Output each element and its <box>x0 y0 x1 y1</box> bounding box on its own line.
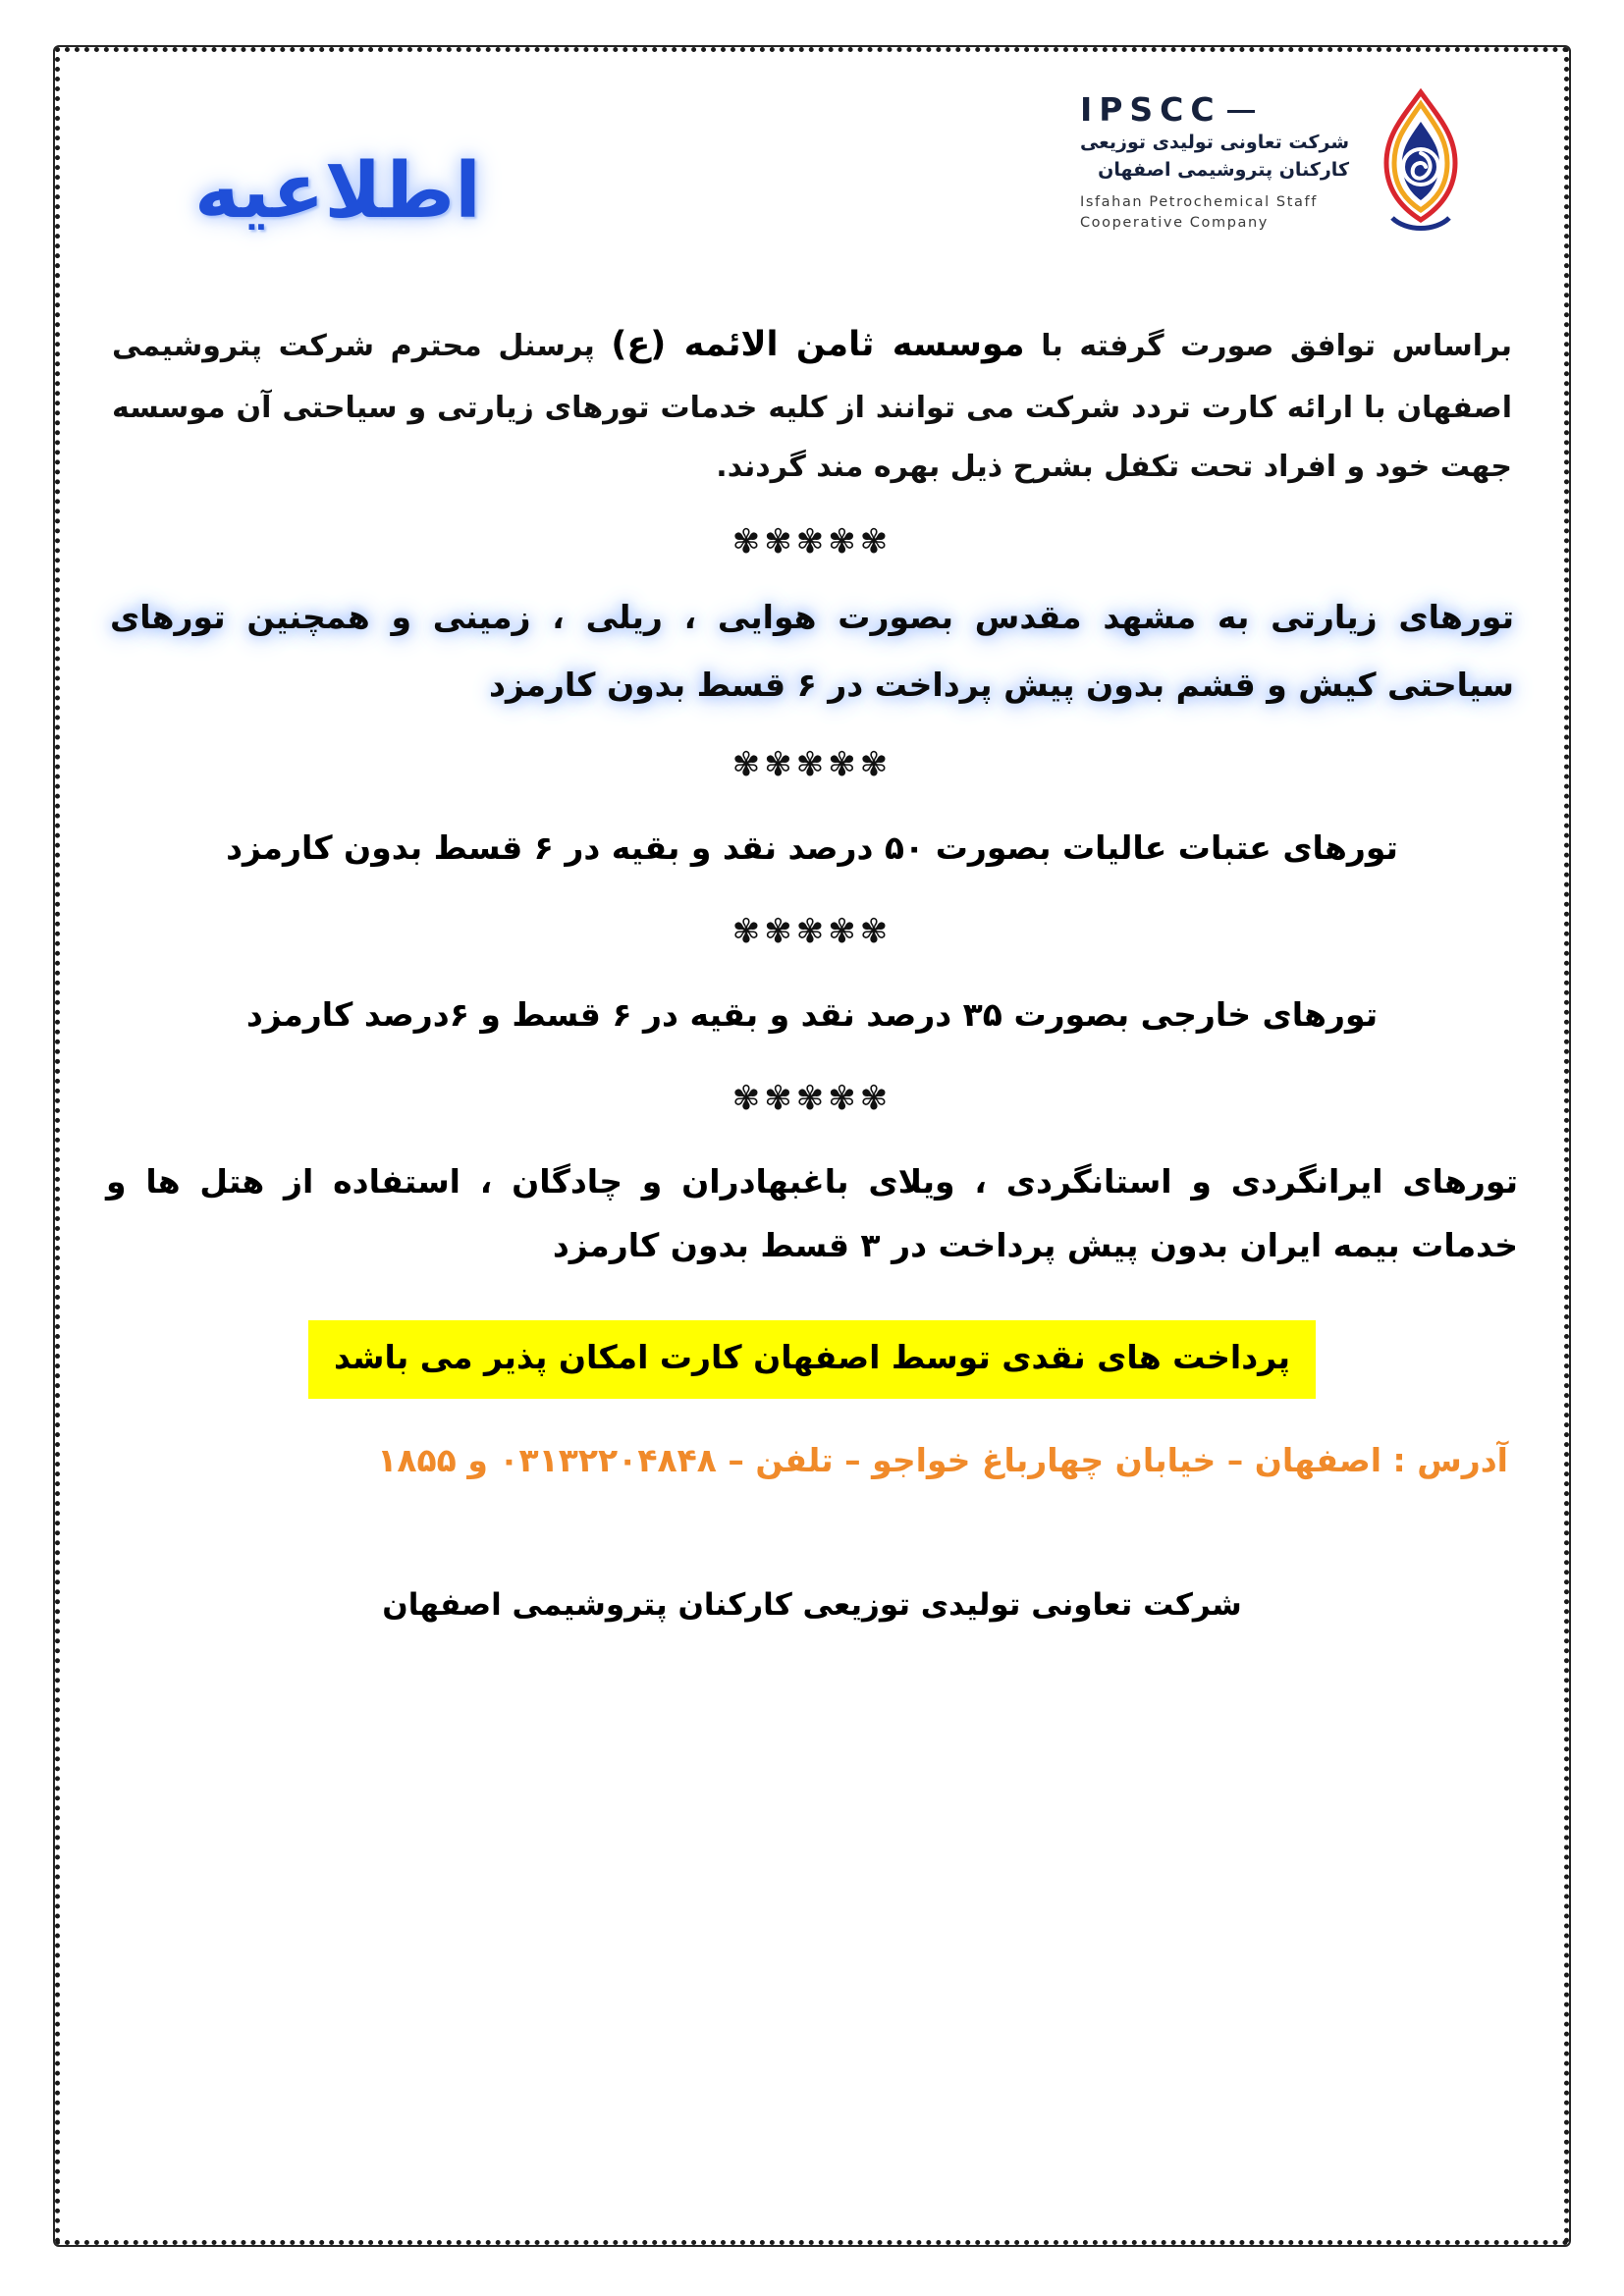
cash-payment-highlight: پرداخت های نقدی توسط اصفهان کارت امکان پذیر می باشد <box>308 1320 1316 1399</box>
logo-persian-line-2: کارکنان پتروشیمی اصفهان <box>1098 159 1349 182</box>
intro-after: پرسنل محترم شرکت پتروشیمی اصفهان با ارائه کارت تردد شرکت می توانند از کلیه خدمات تورهای زیارتی و سیاحتی آن موسسه جهت خود و افراد تحت تکفل بشرح ذیل بهره مند گردند. <box>112 329 1512 484</box>
footer-signature: شرکت تعاونی تولیدی توزیعی کارکنان پتروشیمی اصفهان <box>382 1587 1242 1624</box>
section-pilgrimage-tours: تورهای زیارتی به مشهد مقدس بصورت هوایی ، ریلی ، زمینی و همچنین تورهای سیاحتی کیش و قشم بدون پیش پرداخت در ۶ قسط بدون کارمزد <box>110 598 1514 705</box>
separator-2: ✾✾✾✾✾ <box>731 744 893 784</box>
section-foreign-tours: تورهای خارجی بصورت ۳۵ درصد نقد و بقیه در ۶ قسط و ۶درصد کارمزد <box>245 994 1379 1034</box>
title-block <box>135 88 481 236</box>
poster-content <box>51 43 1573 1632</box>
poster-header <box>106 67 1518 285</box>
intro-paragraph <box>112 310 1512 497</box>
section-atabat-tours: تورهای عتبات عالیات بصورت ۵۰ درصد نقد و بقیه در ۶ قسط بدون کارمزد <box>226 828 1398 867</box>
logo-english-line-2: Cooperative Company <box>1079 215 1269 231</box>
separator-3: ✾✾✾✾✾ <box>731 911 893 951</box>
logo-english-line-1: Isfahan Petrochemical Staff <box>1079 193 1318 210</box>
highlight-row <box>106 1320 1518 1399</box>
intro-before: براساس توافق صورت گرفته با <box>1024 329 1513 363</box>
logo-acronym: IPSCC <box>1080 90 1349 129</box>
company-logo <box>1080 88 1489 236</box>
separator-4: ✾✾✾✾✾ <box>731 1079 893 1119</box>
logo-persian-line-1: شرکت تعاونی تولیدی توزیعی <box>1079 131 1349 153</box>
flame-droplet-logo-icon <box>1363 88 1479 236</box>
intro-emphasis: موسسه ثامن الائمه (ع) <box>611 325 1025 364</box>
logo-text-block <box>1080 90 1349 234</box>
address-line: آدرس : اصفهان – خیابان چهارباغ خواجو – تلفن – ۰۳۱۳۲۲۰۴۸۴۸ و ۱۸۵۵ <box>377 1441 1508 1480</box>
page-title: اطلاعیه <box>194 147 481 236</box>
separator-1: ✾✾✾✾✾ <box>731 522 893 561</box>
section-domestic-tours: تورهای ایرانگردی و استانگردی ، ویلای باغبهادران و چادگان ، استفاده از هتل ها و خدمات بیمه ایران بدون پیش پرداخت در ۳ قسط بدون کارمزد <box>106 1162 1518 1264</box>
